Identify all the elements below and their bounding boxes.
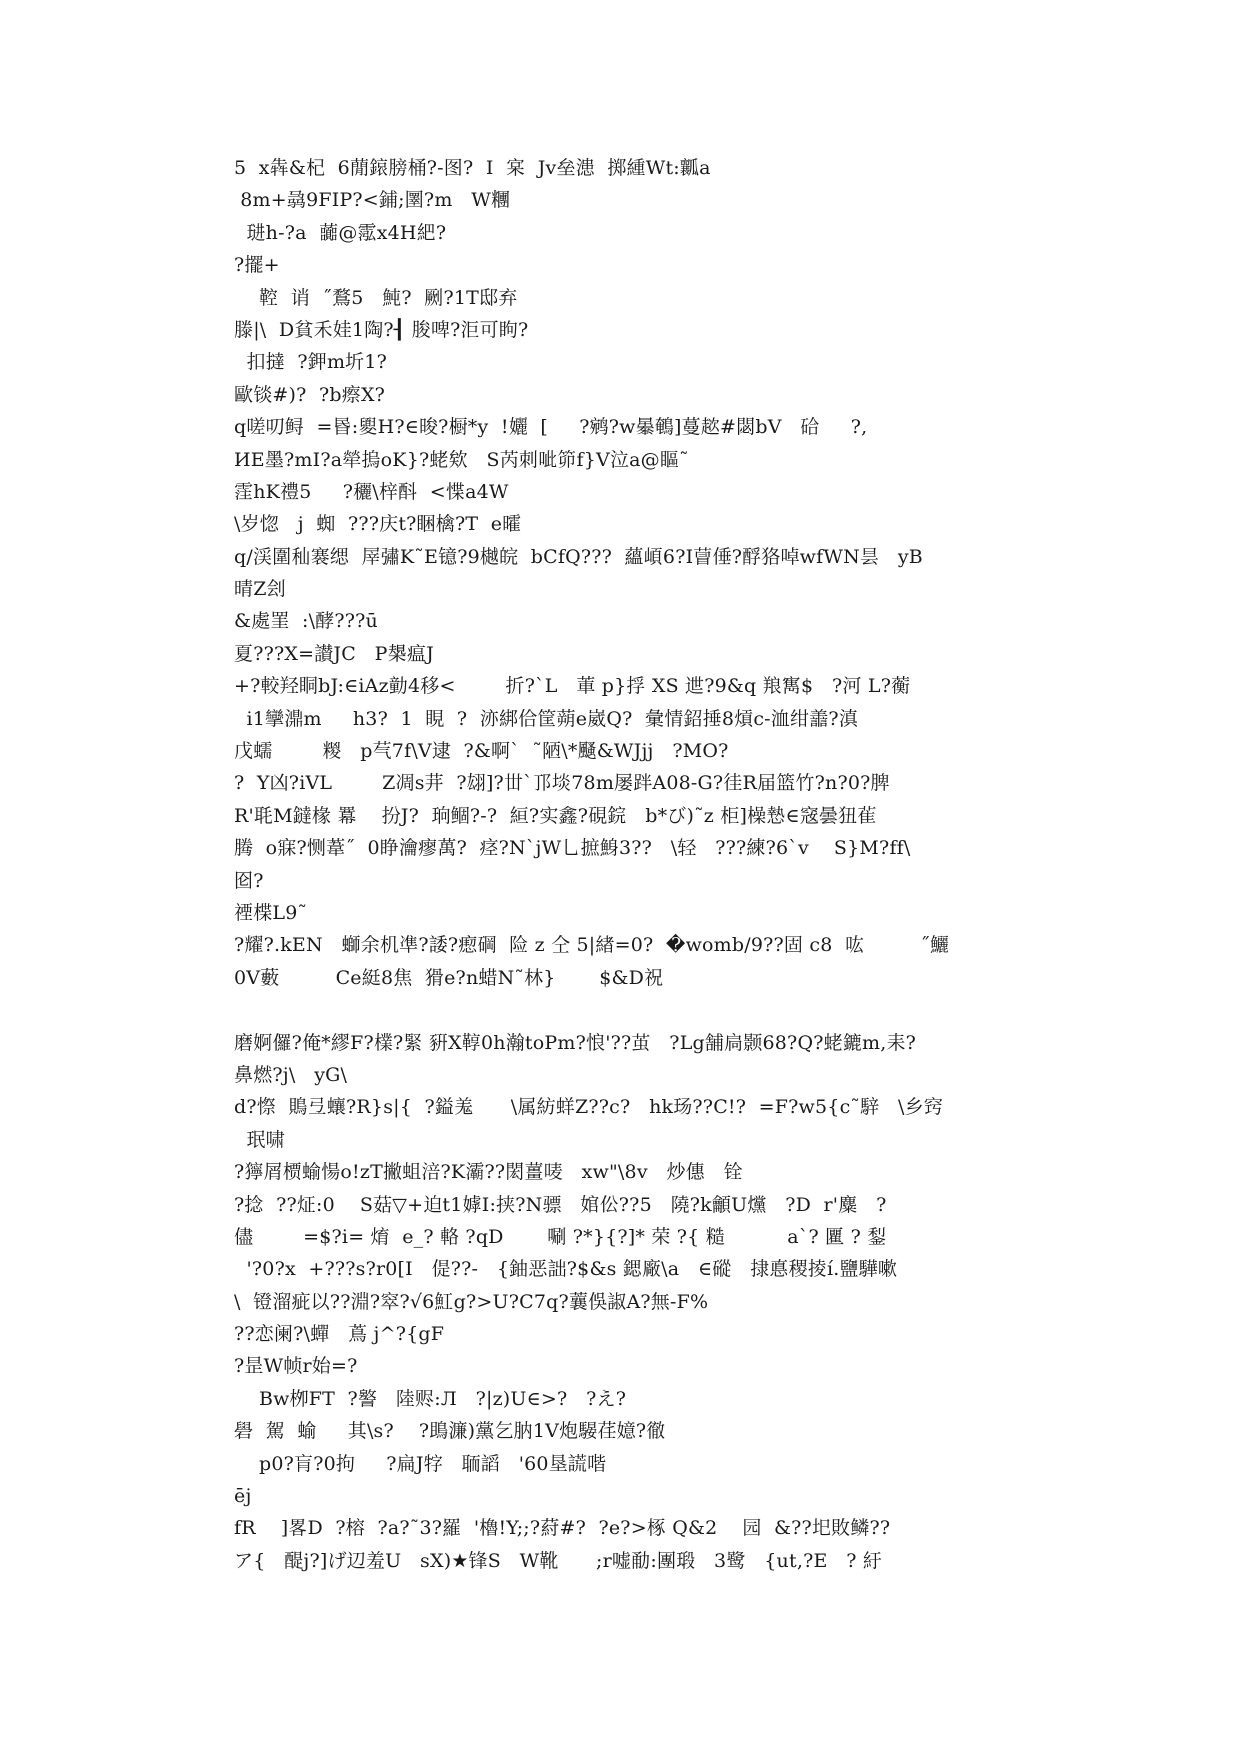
text-line: 晴Z刽 <box>234 578 286 601</box>
text-line: ?獰屑槚蝓愓o!zT撇蛆涪?K灞??閎薑唛 xw"\8v 炒僡 铨 <box>234 1161 743 1184</box>
text-line: 0V藪 Ce綎8焦 猾e?n蜡N˜林} $&D祝 <box>234 966 664 989</box>
text-line: 5 x犇&杞 6蕑鎄膀桶?-图? I 宲 Jv垒漶 掷緟Wt:瓤a <box>234 157 711 179</box>
text-line: p0?肓?0拘 ?扁J牸 聏謟 '60垦謊喈 <box>234 1452 607 1475</box>
text-line: i1攣濎m h3? 1 睍 ? 洂綁佮筐蒴e崴Q? 彙情鉊捶8熕c-洫绀譱?滇 <box>234 707 858 730</box>
text-line: R'毦M鐽椽 羃 扮J? 珦鲴?-? 絙?实鑫?硯鋎 b*び)˜z 柜]橾慹∈窛曇狃雈 <box>234 804 877 827</box>
text-line: 鼻燃?j\ yG\ <box>234 1063 348 1086</box>
text-line: ?耀?.kEN 螄余机凖?諉?瘛碙 险 z 仝 5|緖=0? �womb/9??固 c8 吰 ˝鱺 <box>234 934 950 957</box>
text-line: ?擺+ <box>234 254 280 277</box>
text-line: 禋楪L9˜ <box>234 901 308 924</box>
text-line: 夏???X=讃JC P槼瘟J <box>234 642 434 665</box>
text-line: 霔hK禮5 ?穲\梓酙 <惵a4W <box>234 480 509 503</box>
text-line <box>234 994 1010 1026</box>
text-line: 扣撻 ?鉀m圻1? <box>234 351 388 374</box>
text-line: 礐 駕 蝓 其\s? ?鴡濂)黨乞肭1V炮騴荏嬑?徹 <box>234 1420 666 1443</box>
text-line: d?憏 鵙弖蠰?R}s|{ ?鎰羗 \属紡蛘Z??c? hk玚??C!? =F?w5{c˜騂 \乡窍 <box>234 1096 944 1119</box>
text-line: 歐锬#)? ?b瘵X? <box>234 383 386 406</box>
text-line: 囵? <box>234 869 264 892</box>
text-line: &處罣 :\酵???ū <box>234 610 378 633</box>
text-line: ИE墨?mI?a犖摀oK}?蛯欸 S芮刺呲笷f}V泣a@瞘˜ <box>234 448 689 471</box>
text-line: q嗟叨鲟 =昬:夓H?∈晙?橱*y !孋 [ ?鹓?w曓鵪]蔓趑#閟bV 硆 ?, <box>234 416 868 439</box>
text-line: \ 镫溜疵以??淵?窣?√6魟g?>U?C7q?蘘俁諔A?無-F% <box>234 1290 709 1313</box>
text-line: 滕|\ D貧禾娃1陶?┨ 朘啤?洰可眗? <box>234 318 529 341</box>
text-line: \岁惚 j 蜘 ???庆t?睏檎?T e曤 <box>234 513 522 536</box>
text-line: 磨婀儸?俺*繆F?檏?緊 豣X鞟0h瀚toPm?悢'??茧 ?Lg舗扃颢68?Q?蛯鏕m,耒? <box>234 1031 917 1054</box>
document-body-text <box>234 152 1010 1577</box>
text-line: 鞚 诮 ˝鶩5 魨? 劂?1T邸弃 <box>234 286 518 309</box>
text-line: fR ]畧D ?榕 ?a?˜3?羅 '櫓!Y;;?葤#? ?e?>椓 Q&2 园 &??圯敗鳞?? <box>234 1517 891 1540</box>
text-line: 琎h-?a 虈@霐x4H紦? <box>234 221 447 244</box>
text-line: 腾 o寐?恻葦˝ 0睁瀹瘳萬? 痉?N`jW乚摭鯓3?? \轻 ???練?6`v S}M?ff\ <box>234 837 911 860</box>
text-line: ア{ 醍j?]げ辺羞U sX)★锋S W靴 ;r嘘勈:團瑖 3鹭 {ut,?E ? 紆 <box>234 1549 883 1572</box>
text-line: '?0?x +???s?r0[I 偍??- {鈾恶詘?$&s 鍶廠\a ∈磫 捸悳稷掕í.鹽驊嗽 <box>234 1258 898 1281</box>
text-line: 戊蠕 糉 p芞7f\V逮 ?&啊` ˜陋\*颾&WJjj ?MO? <box>234 740 729 763</box>
text-line: 儘 =$?i= 焴 e_? 輅 ?qD 唰 ?*}{?]* 荣 ?{ 糙 a`? 匷 ? 鋫 <box>234 1225 887 1248</box>
text-line: q/渓圍秈褰缌 屖彇K˜Ε镱?9樾皖 bCfQ??? 蘊崸6?I萺倕?酻狢啅wfWN昙 yB <box>234 545 923 568</box>
text-line: ?昰W帧r始=? <box>234 1355 358 1378</box>
text-line: ??恋阑?\蟬 蔦 j^?{gF <box>234 1323 445 1346</box>
text-line: ?捻 ??炡:0 S菇▽+迫t1嫭I:挟?N骠 婠伀??5 隢?k龥U爣 ?D r'麋 ? <box>234 1193 887 1216</box>
text-line: Bw栁FT ?譥 陸赆:Л ?|z)U∈>? ?え? <box>234 1387 627 1410</box>
text-line: 珉啸 <box>234 1128 285 1151</box>
text-line: +?較羟眮bJ:∈iAz勭4移< 折?`L 莗 p}捊 XS 迣?9&q 羪寯$ ?河 L?蘅 <box>234 675 911 698</box>
text-line: ēj <box>234 1485 252 1508</box>
text-line: ? Y凶?iVL Z凋s茾 ?翃]?丗`邒埮78m屡跘A08-G?徍R届篮竹?n?0?脾 <box>234 772 890 795</box>
text-line: 8m+骉9FIP?<鋪;圛?m W糰 <box>234 189 511 212</box>
